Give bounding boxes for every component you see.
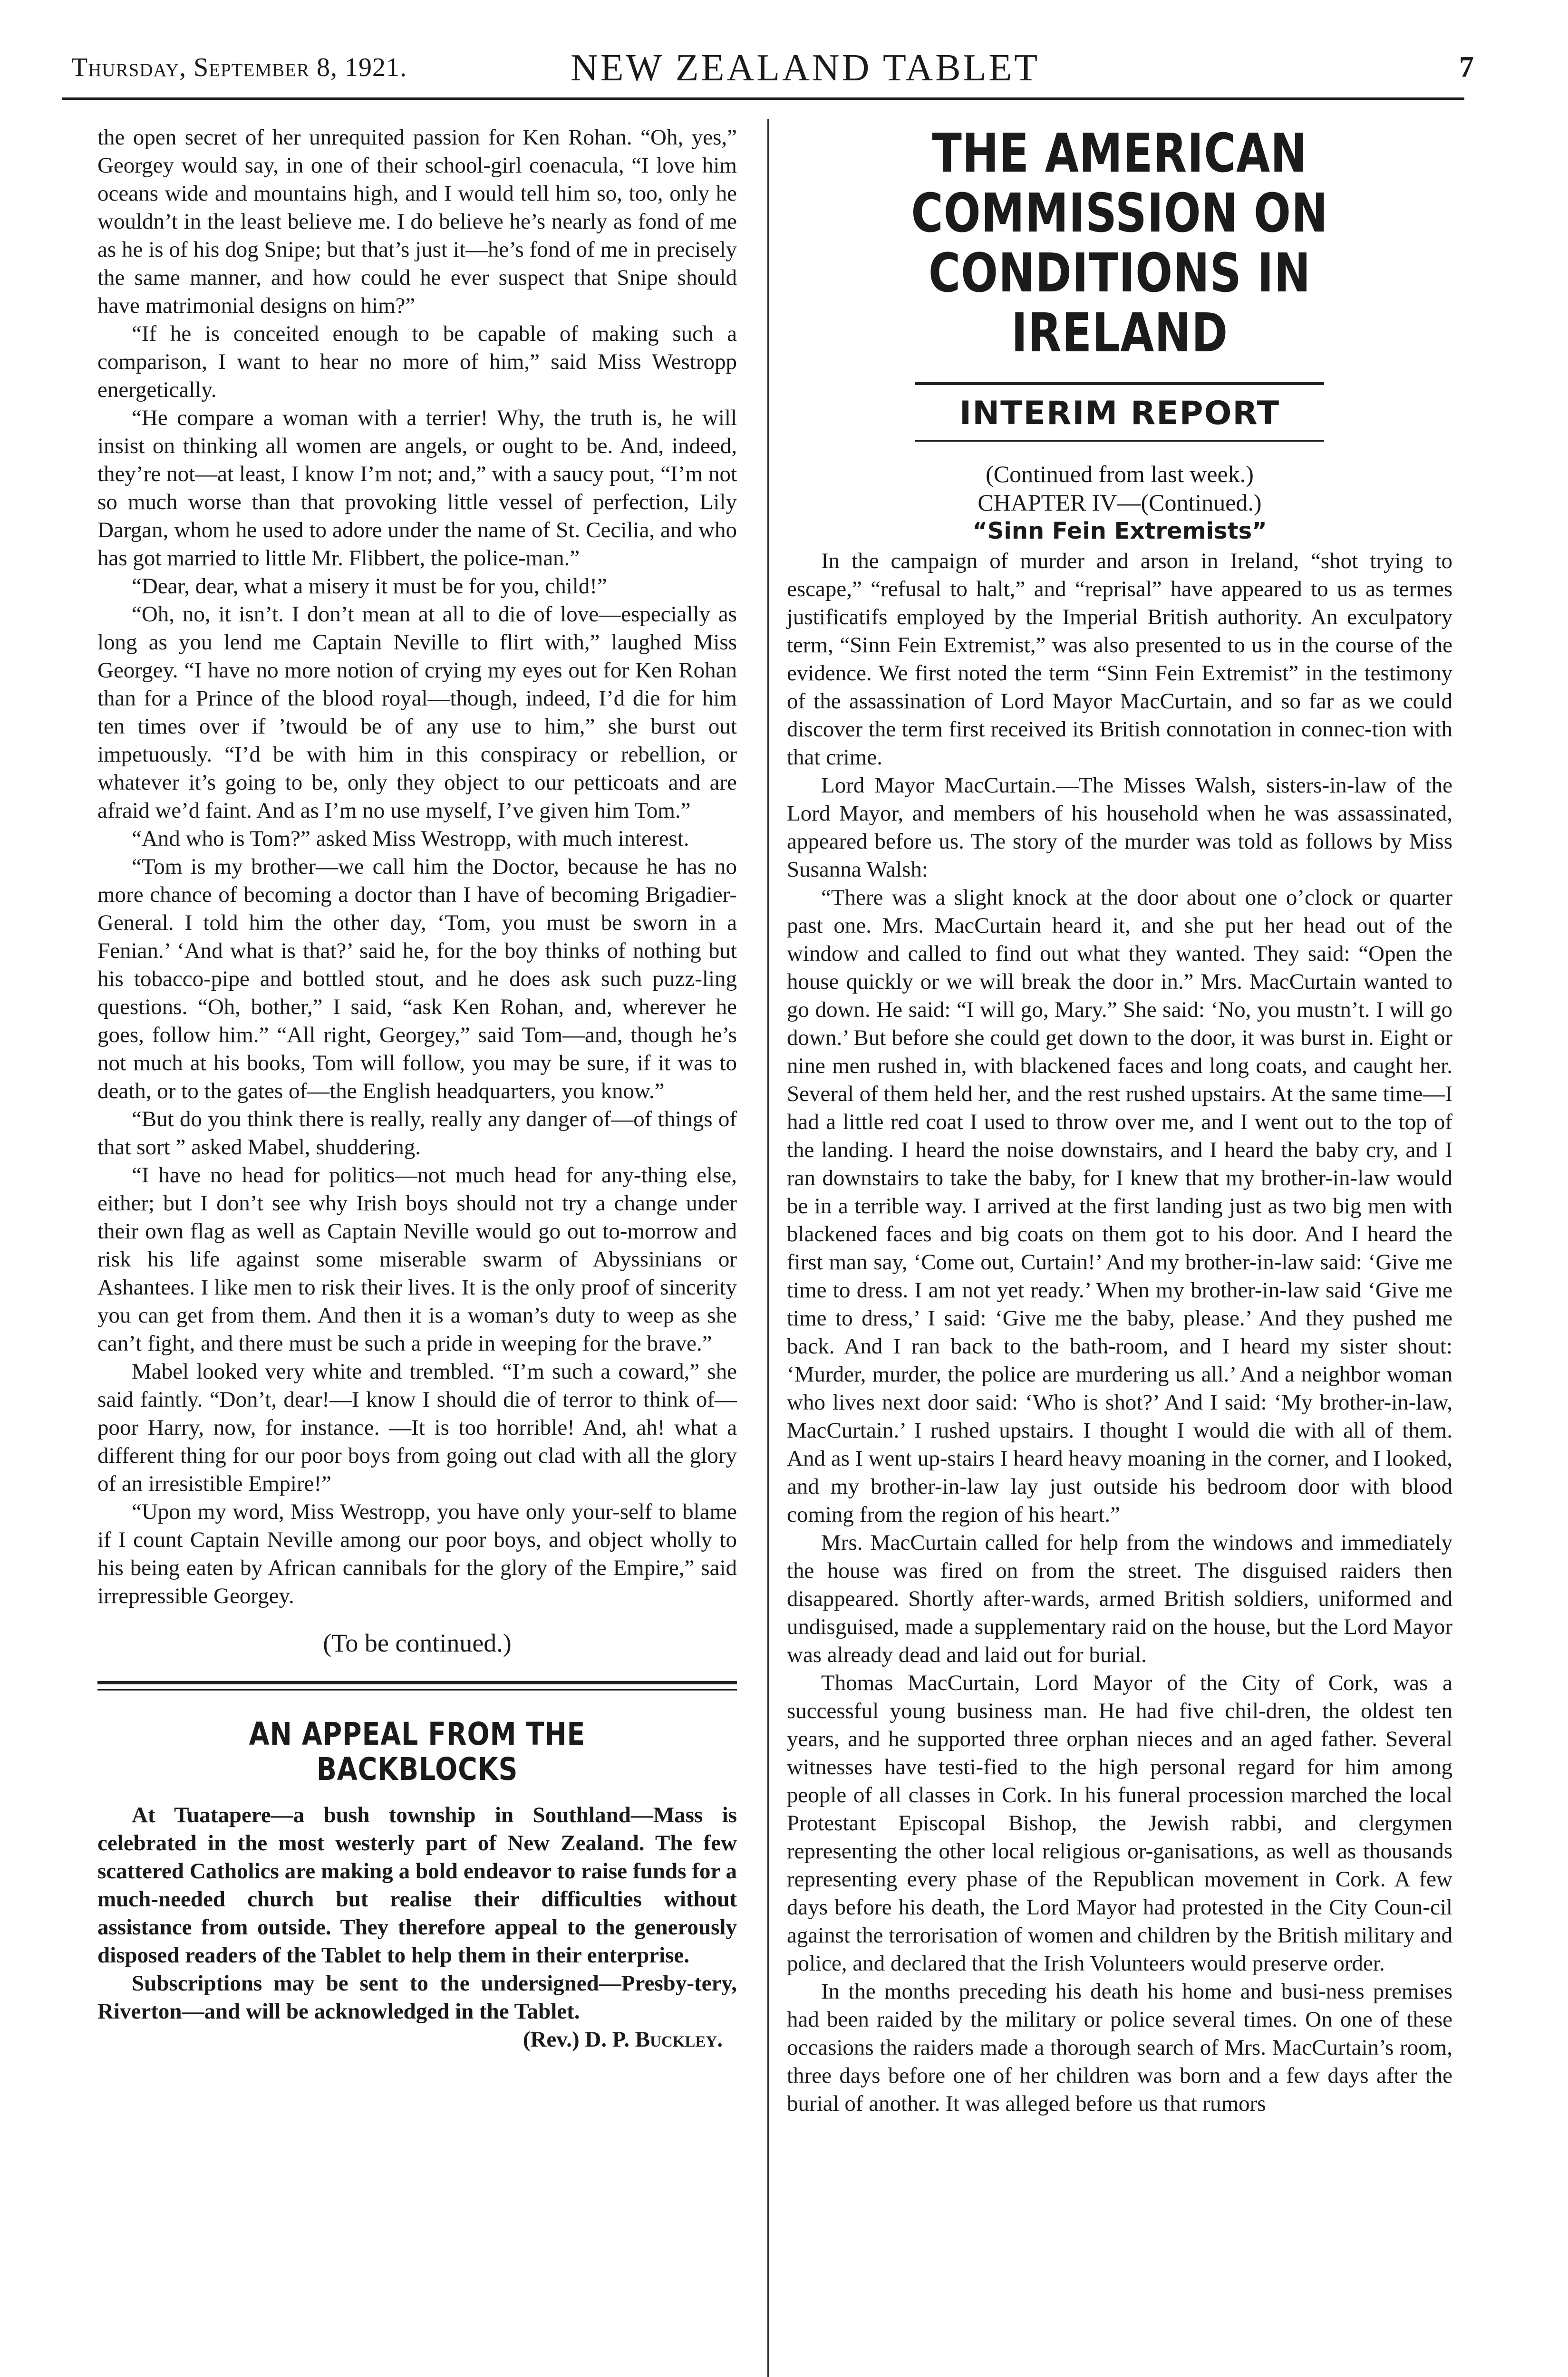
appeal-paragraph: Subscriptions may be sent to the undersigned—Presby-tery, Riverton—and will be acknowledged in the Tablet. bbox=[97, 1971, 737, 2024]
section-rule bbox=[97, 1681, 737, 1684]
appeal-article bbox=[97, 1717, 737, 2054]
story-paragraph: “And who is Tom?” asked Miss Westropp, with much interest. bbox=[132, 826, 689, 851]
appeal-signature bbox=[97, 2026, 737, 2054]
appeal-title: AN APPEAL FROM THE BACKBLOCKS bbox=[249, 1716, 586, 1788]
issue-date: Thursday, September 8, 1921. bbox=[71, 53, 407, 82]
article-paragraph: Thomas MacCurtain, Lord Mayor of the City of Cork, was a successful young business man. He had five chil-dren, the oldest ten years, and he supported three orphan nieces and an aged father. Several witnesses have testi-fied to the high personal regard for him among people of all classes in Cork. In his funeral procession marched the local Protestant Episcopal Bishop, the Jewish rabbi, and clergymen representing the other local religious or-ganisations, as well as thousands representing every phase of the Republican movement in Cork. A few days before his death, the Lord Mayor had protested in the City Coun-cil against the terrorisation of women and children by the British military and police, and declared that the Irish Volunteers would preserve order. bbox=[787, 1671, 1452, 1976]
masthead bbox=[71, 47, 1474, 105]
article-paragraph: In the months preceding his death his home and busi-ness premises had been raided by the military or police several times. On one of these occasions the raiders made a thorough search of Mrs. MacCurtain’s room, three days before one of her children was born and a few days after the burial of another. It was alleged before us that rumors bbox=[787, 1979, 1452, 2116]
story-paragraph: “Dear, dear, what a misery it must be for you, child!” bbox=[132, 574, 607, 599]
headline-rule bbox=[915, 382, 1324, 385]
story-paragraph: “But do you think there is really, really any danger of—of things of that sort ” asked Mabel, shuddering. bbox=[97, 1107, 737, 1160]
left-column bbox=[97, 124, 737, 2054]
right-column bbox=[787, 124, 1452, 2118]
article-paragraph: In the campaign of murder and arson in Ireland, “shot trying to escape,” “refusal to halt,” and “reprisal” have appeared to us as termes justificatifs employed by the Imperial British authority. An exculpatory term, “Sinn Fein Extremist,” was also presented to us in the course of the evidence. We first noted the term “Sinn Fein Extremist” in the testimony of the assassination of Lord Mayor MacCurtain, and so far as we could discover the term first received its British connotation in connec-tion with that crime. bbox=[787, 549, 1452, 770]
article-paragraph: Mrs. MacCurtain called for help from the windows and immediately the house was fired on from the street. The disguised raiders then disappeared. Shortly after-wards, armed British soldiers, uniformed and undisguised, made a supplementary raid on the house, but the Lord Mayor was already dead and laid out for burial. bbox=[787, 1530, 1452, 1667]
signature-prefix: (Rev.) D. P. bbox=[523, 2027, 635, 2052]
story-paragraph: “He compare a woman with a terrier! Why, the truth is, he will insist on thinking all women are angels, or ought to be. And, indeed, they’re not—at least, I know I’m not; and,” with a saucy pout, “I’m not so much worse than that provoking little vessel of perfection, Lily Dargan, whom he used to adore under the name of St. Cecilia, and who has got married to little Mr. Flibbert, the police-man.” bbox=[97, 406, 737, 570]
signature-name: Buckley. bbox=[635, 2027, 723, 2052]
story-paragraph: Mabel looked very white and trembled. “I’m such a coward,” she said faintly. “Don’t, dear!—I know I should die of terror to think of—poor Harry, now, for instance. —It is too horrible! And, ah! what a different thing for our poor boys from going out clad with all the glory of an irresistible Empire!” bbox=[97, 1359, 737, 1496]
story-paragraph: “Upon my word, Miss Westropp, you have only your-self to blame if I count Captain Neville among our poor boys, and object wholly to his being eaten by African cannibals for the glory of the Empire,” said irrepressible Georgey. bbox=[97, 1499, 737, 1608]
column-divider bbox=[767, 119, 769, 2377]
story-paragraph: the open secret of her unrequited passion for Ken Rohan. “Oh, yes,” Georgey would say, in one of their school-girl coenacula, “I love him oceans wide and mountains high, and I would tell him so, too, only he wouldn’t in the least believe me. I do believe he’s nearly as fond of me as he is of his dog Snipe; but that’s just it—he’s fond of me in precisely the same manner, and how could he ever suspect that Snipe should have matrimonial designs on him?” bbox=[97, 125, 737, 318]
story-paragraph: “Oh, no, it isn’t. I don’t mean at all to die of love—especially as long as you lend me Captain Neville to flirt with,” laughed Miss Georgey. “I have no more notion of crying my eyes out for Ken Rohan than for a Prince of the blood royal—though, indeed, I’d die for him ten times over if ’twould be of any use to him,” she burst out impetuously. “I’d be with him in this conspiracy or rebellion, or whatever it’s going to be, only they object to our petticoats and are afraid we’d faint. And as I’m no use myself, I’ve given him Tom.” bbox=[97, 602, 737, 823]
section-rule-thin bbox=[97, 1689, 737, 1691]
to-be-continued-note: (To be continued.) bbox=[323, 1629, 512, 1657]
article-paragraph: “There was a slight knock at the door about one o’clock or quarter past one. Mrs. MacCurtain heard it, and she put her head out of the window and called to find out what they wanted. They said: “Open the house quickly or we will break the door in.” Mrs. MacCurtain wanted to go down. He said: “I will go, Mary.” She said: ‘No, you mustn’t. I will go down.’ But before she could get down to the door, it was burst in. Eight or nine men rushed in, with blackened faces and long coats, and caught her. Several of them held her, and the rest rushed upstairs. At the same time—I had a little red coat I used to throw over me, and I went out to the top of the landing. I heard the noise downstairs, and I heard the baby cry, and I ran downstairs to take the baby, for I knew that my brother-in-law would be in a terrible way. I arrived at the first landing just as two big men with blackened faces and big coats on them got to his door. And I heard the first man say, ‘Come out, Curtain!’ And my brother-in-law said: ‘Give me time to dress. I am not yet ready.’ When my brother-in-law said ‘Give me time to dress,’ I said: ‘Give me the baby, please.’ And they pushed me back. And I ran back to the bath-room, and I heard my sister shout: ‘Murder, murder, the police are murdering us all.’ And a neighbor woman who lives next door said: ‘Who is shot?’ And I said: ‘My brother-in-law, MacCurtain.’ I rushed upstairs. I thought I would die with all of them. And as I went up-stairs I heard heavy moaning in the corner, and I looked, and my brother-in-law lay just outside his bedroom door with blood coming from the region of his heart.” bbox=[787, 885, 1452, 1527]
article-paragraph: Lord Mayor MacCurtain.—The Misses Walsh, sisters-in-law of the Lord Mayor, and members of his household when he was assassinated, appeared before us. The story of the murder was told as follows by Miss Susanna Walsh: bbox=[787, 773, 1452, 882]
continued-from-note: (Continued from last week.) bbox=[986, 461, 1254, 487]
masthead-rule bbox=[62, 97, 1464, 100]
subheadline-rule bbox=[915, 440, 1324, 442]
newspaper-title: NEW ZEALAND TABLET bbox=[571, 47, 1040, 89]
section-title: “Sinn Fein Extremists” bbox=[972, 518, 1267, 544]
story-paragraph: “Tom is my brother—we call him the Doctor, because he has no more chance of becoming a doctor than I have of becoming Brigadier-General. I told him the other day, ‘Tom, you must be sworn in a Fenian.’ ‘And what is that?’ said he, for the boy thinks of nothing but his tobacco-pipe and bottled stout, and he does ask such puzz-ling questions. “Oh, bother,” I said, “ask Ken Rohan, and, wherever he goes, follow him.” “All right, Georgey,” said Tom—and, though he’s not much at his books, Tom will follow, you may be sure, if it was to death, or to the gates of—the English headquarters, you know.” bbox=[97, 854, 737, 1103]
page-number: 7 bbox=[1459, 51, 1474, 83]
appeal-paragraph: At Tuatapere—a bush township in Southland—Mass is celebrated in the most westerly part of New Zealand. The few scattered Catholics are making a bold endeavor to raise funds for a much-needed church but realise their difficulties without assistance from outside. They therefore appeal to the generously disposed readers of the Tablet to help them in their enterprise. bbox=[97, 1803, 737, 1968]
story-paragraph: “If he is conceited enough to be capable of making such a comparison, I want to hear no more of him,” said Miss Westropp energetically. bbox=[97, 321, 737, 402]
chapter-heading: CHAPTER IV—(Continued.) bbox=[978, 489, 1262, 516]
article-subheadline: INTERIM REPORT bbox=[959, 395, 1280, 432]
story-paragraph: “I have no head for politics—not much head for any-thing else, either; but I don’t see why Irish boys should not try a change under their own flag as well as Captain Neville would go out to-morrow and risk his life against some miserable swarm of Abyssinians or Ashantees. I like men to risk their lives. It is the only proof of sincerity you can get from them. And then it is a woman’s duty to weep as she can’t fight, and there must be such a pride in weeping for the brave.” bbox=[97, 1163, 737, 1356]
article-headline: THE AMERICAN COMMISSION ON CONDITIONS IN IRELAND bbox=[911, 123, 1328, 364]
